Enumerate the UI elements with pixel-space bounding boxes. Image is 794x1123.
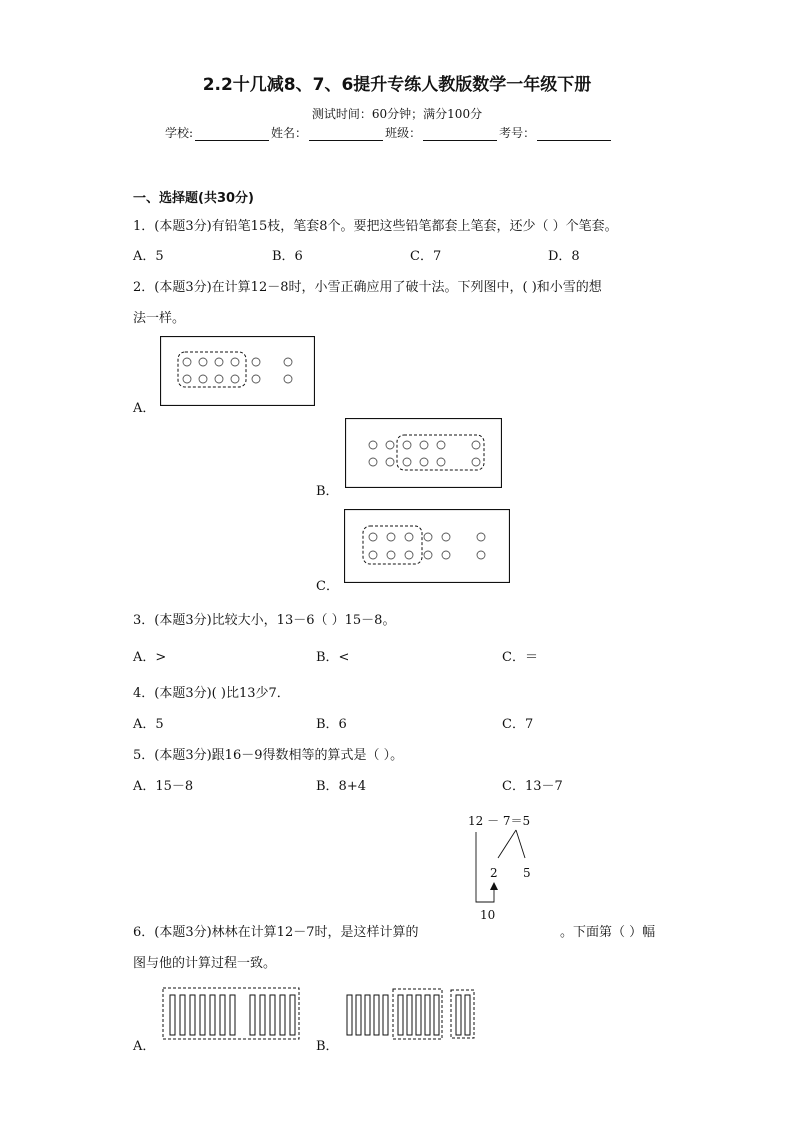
q1-option-d[interactable]: D．8	[548, 249, 580, 264]
question-6-line1b: 。下面第（ ）幅	[560, 925, 656, 940]
q6-ten-label: 10	[480, 908, 496, 922]
q2-figure-a	[160, 336, 315, 406]
q6-calculation-diagram	[460, 808, 560, 924]
question-3: 3．(本题3分)比较大小，13－6（ ）15－8。	[133, 613, 396, 628]
exam-number-label: 考号：	[499, 126, 536, 140]
question-6-line2: 图与他的计算过程一致。	[133, 956, 277, 971]
q6-figure-b	[343, 986, 478, 1044]
question-4: 4．(本题3分)( )比13少7．	[133, 686, 290, 701]
q6-option-a[interactable]: A．	[133, 1039, 156, 1054]
class-field[interactable]	[423, 126, 497, 141]
q1-option-a[interactable]: A．5	[133, 249, 164, 264]
question-6-line1a: 6．(本题3分)林林在计算12－7时，是这样计算的	[133, 925, 419, 940]
exam-number-field[interactable]	[537, 126, 611, 141]
q5-option-a[interactable]: A．15－8	[133, 779, 194, 794]
q6-split-right: 5	[523, 866, 531, 880]
school-field[interactable]	[195, 126, 269, 141]
name-field[interactable]	[309, 126, 383, 141]
q1-option-b[interactable]: B．6	[272, 249, 303, 264]
test-info: 测试时间：60分钟；满分100分	[311, 107, 483, 121]
q6-figure-a	[162, 985, 302, 1045]
school-label: 学校:	[165, 126, 194, 140]
section-title: 一、选择题(共30分)	[133, 191, 254, 206]
q3-option-a[interactable]: A．>	[133, 650, 167, 665]
q2-figure-c	[344, 509, 510, 583]
class-label: 班级：	[385, 126, 422, 140]
q5-option-b[interactable]: B．8+4	[316, 779, 366, 794]
q2-option-a[interactable]: A．	[133, 401, 156, 416]
q3-option-c[interactable]: C．＝	[502, 650, 538, 665]
q4-option-b[interactable]: B．6	[316, 717, 347, 732]
question-1: 1．(本题3分)有铅笔15枝，笔套8个。要把这些铅笔都套上笔套，还少（ ）个笔套。	[133, 219, 618, 234]
q4-option-a[interactable]: A．5	[133, 717, 164, 732]
student-info-row	[165, 124, 613, 141]
q2-option-b[interactable]: B．	[316, 484, 339, 499]
q1-option-c[interactable]: C．7	[410, 249, 442, 264]
question-2-line1: 2．(本题3分)在计算12－8时，小雪正确应用了破十法。下列图中，( )和小雪的想	[133, 280, 602, 295]
q2-option-c[interactable]: C．	[316, 579, 339, 594]
question-5: 5．(本题3分)跟16－9得数相等的算式是（ ）。	[133, 748, 404, 763]
q2-figure-b	[345, 418, 502, 488]
question-2-line2: 法一样。	[133, 311, 186, 326]
page-title: 2.2十几减8、7、6提升专练人教版数学一年级下册	[202, 75, 592, 95]
q4-option-c[interactable]: C．7	[502, 717, 534, 732]
q3-option-b[interactable]: B．<	[316, 650, 350, 665]
q6-split-left: 2	[490, 866, 498, 880]
q6-equation: 12 － 7＝5	[468, 814, 531, 828]
q5-option-c[interactable]: C．13－7	[502, 779, 563, 794]
name-label: 姓名：	[271, 126, 308, 140]
q6-option-b[interactable]: B．	[316, 1039, 339, 1054]
